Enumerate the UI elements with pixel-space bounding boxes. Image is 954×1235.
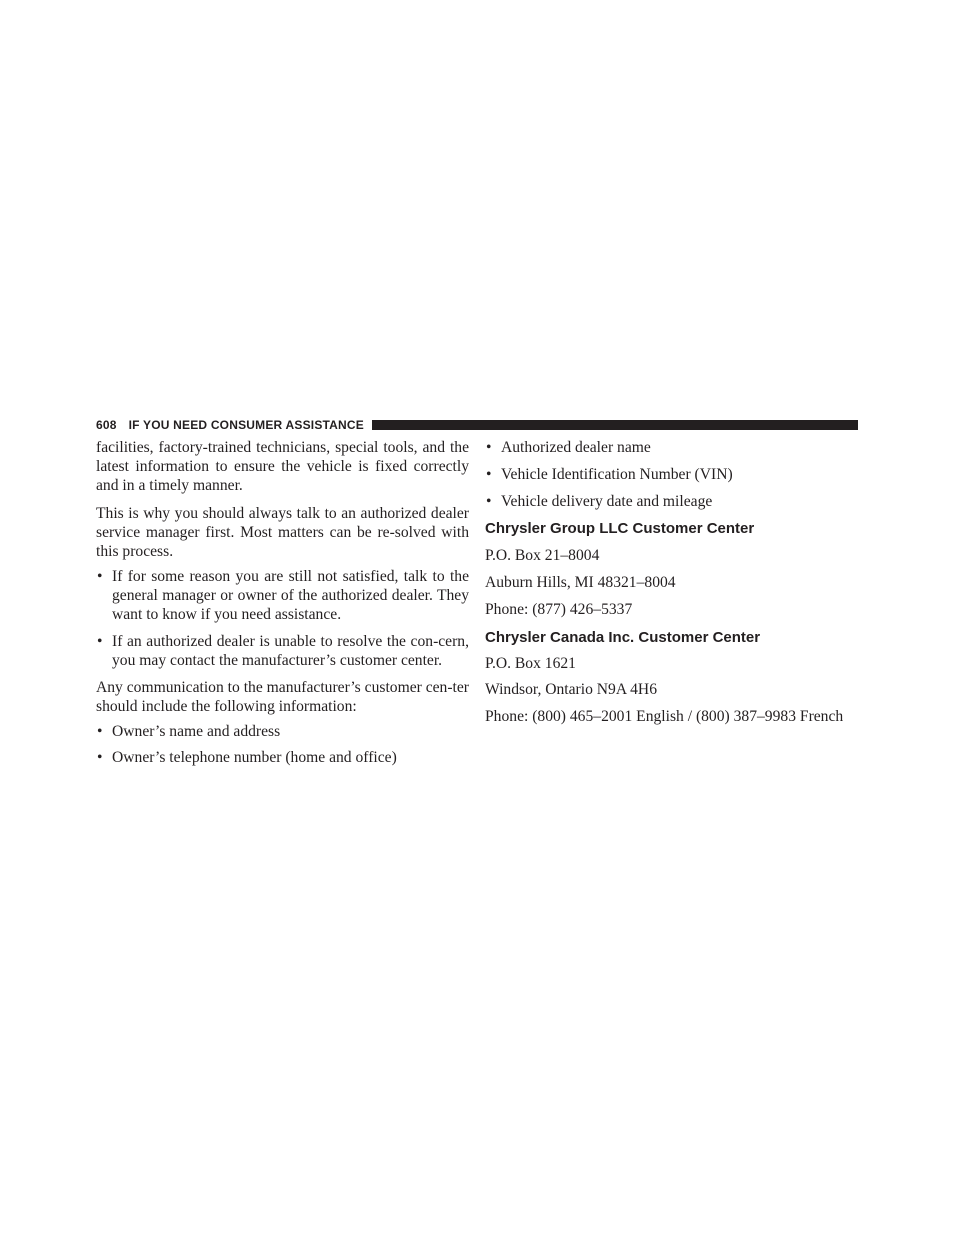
list-item-text: Owner’s name and address: [112, 723, 281, 740]
paragraph-communication: Any communication to the manufacturer’s customer cen-ter should include the following information:: [96, 679, 469, 715]
bullet-icon: •: [486, 466, 492, 483]
bullet-icon: •: [486, 439, 492, 456]
paragraph-authorized-dealer: This is why you should always talk to an authorized dealer service manager first. Most matters can be re-solved with this process.: [96, 505, 469, 560]
us-center-heading: Chrysler Group LLC Customer Center: [485, 520, 755, 537]
page-number: 608: [96, 418, 117, 432]
us-center-phone: Phone: (877) 426–5337: [485, 601, 633, 618]
bullet-list-info: [96, 722, 469, 767]
canada-center-city: Windsor, Ontario N9A 4H6: [485, 681, 657, 698]
canada-center-heading: Chrysler Canada Inc. Customer Center: [485, 629, 761, 646]
bullet-icon: •: [486, 493, 492, 510]
left-column: [96, 438, 469, 767]
canada-center-po-box: P.O. Box 1621: [485, 655, 576, 672]
us-center-po-box: P.O. Box 21–8004: [485, 547, 600, 564]
list-item: [485, 438, 858, 457]
list-item-text: Vehicle Identification Number (VIN): [501, 466, 733, 483]
list-item-text: Authorized dealer name: [501, 439, 651, 456]
bullet-icon: •: [97, 749, 103, 766]
list-item-text: Vehicle delivery date and mileage: [501, 493, 713, 510]
list-item: [96, 567, 469, 624]
header-rule: [372, 420, 858, 430]
bullet-list-info-continued: [485, 438, 858, 511]
list-item-text: Owner’s telephone number (home and office): [112, 749, 397, 766]
right-column: [485, 438, 858, 726]
us-center-city: Auburn Hills, MI 48321–8004: [485, 574, 676, 591]
list-item: [485, 492, 858, 511]
bullet-list-escalation: [96, 567, 469, 670]
bullet-icon: •: [97, 568, 103, 585]
list-item: [485, 465, 858, 484]
list-item-text: If an authorized dealer is unable to resolve the con-cern, you may contact the manufacturer’s customer center.: [112, 633, 469, 669]
paragraph-facilities: facilities, factory-trained technicians, special tools, and the latest information to ensure the vehicle is fixed correctly and in a timely manner.: [96, 439, 469, 494]
section-title: IF YOU NEED CONSUMER ASSISTANCE: [128, 418, 364, 432]
list-item-text: If for some reason you are still not satisfied, talk to the general manager or owner of the authorized dealer. They want to know if you need assistance.: [112, 568, 469, 623]
bullet-icon: •: [97, 723, 103, 740]
bullet-icon: •: [97, 633, 103, 650]
list-item: [96, 748, 469, 767]
list-item: [96, 632, 469, 670]
page-header: [96, 417, 858, 433]
canada-center-phone: Phone: (800) 465–2001 English / (800) 387–9983 French: [485, 708, 844, 725]
list-item: [96, 722, 469, 741]
